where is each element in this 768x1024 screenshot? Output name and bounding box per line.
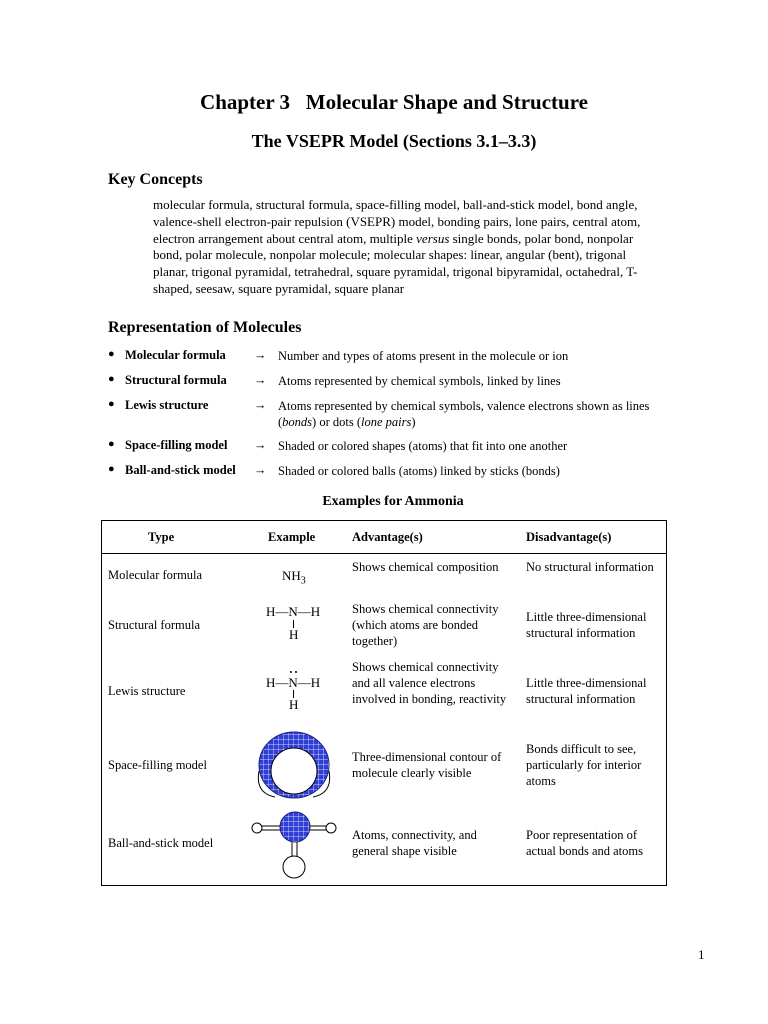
bullet-icon: ● [108, 348, 115, 360]
table-cell-disadvantage: No structural information [526, 560, 654, 574]
table-cell-disadvantage: Little three-dimensional structural information [526, 610, 647, 640]
page-number: 1 [698, 947, 705, 962]
table-cell-type: Space-filling model [108, 758, 207, 772]
table-cell-disadvantage: Poor representation of actual bonds and atoms [526, 828, 643, 858]
structural-formula-line: H—N—H [266, 604, 321, 619]
table-cell-advantage: Shows chemical connectivity (which atoms are bonded together) [352, 602, 499, 648]
arrow-icon: → [254, 398, 267, 412]
page-title: Chapter 3 Molecular Shape and Structure [200, 90, 588, 114]
bullet-icon: ● [108, 463, 115, 475]
arrow-icon: → [254, 373, 267, 387]
table-cell-type: Lewis structure [108, 684, 186, 698]
column-header-advantages: Advantage(s) [352, 530, 423, 544]
arrow-icon: → [254, 463, 267, 477]
space-filling-model-image [253, 729, 335, 801]
column-header-disadvantages: Disadvantage(s) [526, 530, 612, 544]
bullet-icon: ● [108, 438, 115, 450]
table-cell-type: Structural formula [108, 618, 200, 632]
key-concepts-text: molecular formula, structural formula, space-filling model, ball-and-stick model, bond angle, valence-shell electron-pair repulsion (VSEPR) model, bonding pairs, lone pairs, central atom, electron arrangement about central atom, multiple versus single bonds, polar bond, nonpolar bond, polar molecule, nonpolar molecule; molecular shapes: linear, angular (bent), trigonal planar, trigonal pyramidal, tetrahedral, square pyramidal, trigonal bipyramidal, octahedral, T-shaped, seesaw, square pyramidal, square planar [153, 197, 641, 296]
bullet-icon: ● [108, 398, 115, 410]
table-cell-advantage: Atoms, connectivity, and general shape visible [352, 828, 477, 858]
lone-pair-dot [295, 671, 297, 673]
table-cell-disadvantage: Bonds difficult to see, particularly for interior atoms [526, 742, 642, 788]
molecular-formula-example: $NH_3$ [282, 568, 306, 587]
key-concepts-heading: Key Concepts [108, 171, 203, 188]
arrow-icon: → [254, 438, 267, 452]
lewis-structure-line: H—N—H [266, 675, 321, 690]
column-header-type: Type [148, 530, 175, 544]
table-caption: Examples for Ammonia [322, 494, 464, 509]
table-cell-advantage: Three-dimensional contour of molecule clearly visible [352, 750, 502, 780]
table-header-divider [101, 553, 667, 554]
versus-italic: versus [416, 230, 450, 246]
table-cell-disadvantage: Little three-dimensional structural information [526, 676, 647, 706]
table-cell-type: Molecular formula [108, 568, 203, 582]
representation-heading: Representation of Molecules [108, 319, 302, 336]
ball-and-stick-model-image [248, 806, 340, 880]
table-cell-type: Ball-and-stick model [108, 836, 214, 850]
lewis-h-atom: H [289, 697, 299, 712]
arrow-icon: → [254, 348, 267, 362]
table-cell-advantage: Shows chemical connectivity and all valence electrons involved in bonding, reactivity [352, 660, 507, 706]
table-cell-advantage: Shows chemical composition [352, 560, 499, 574]
bullet-icon: ● [108, 373, 115, 385]
column-header-example: Example [268, 530, 316, 544]
lone-pair-dot [290, 671, 292, 673]
page-subtitle: The VSEPR Model (Sections 3.1–3.3) [251, 131, 537, 151]
structural-h-atom: H [289, 627, 299, 642]
